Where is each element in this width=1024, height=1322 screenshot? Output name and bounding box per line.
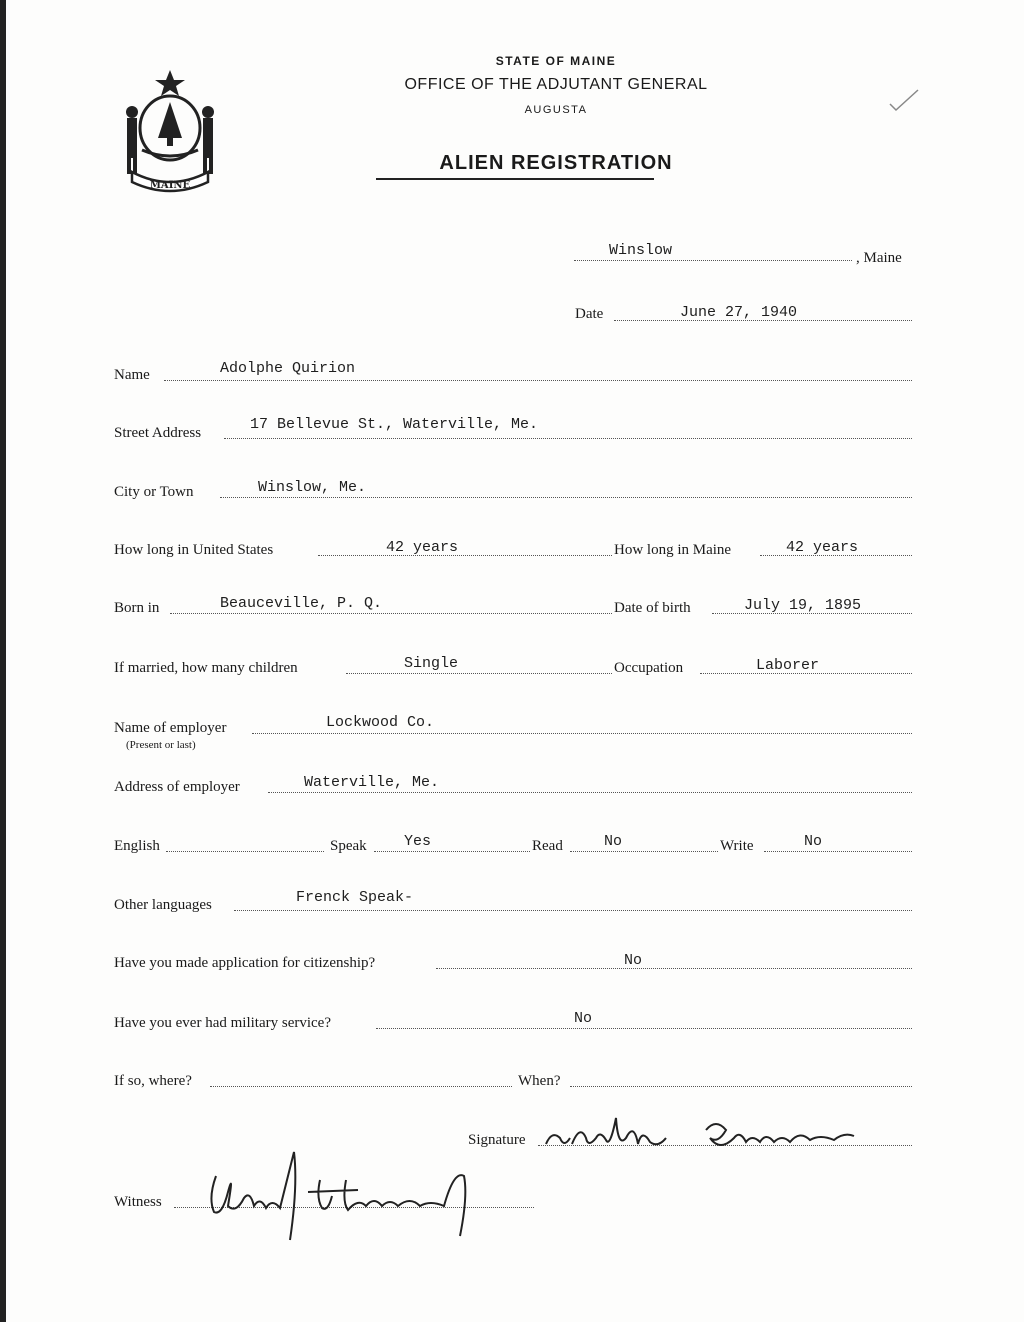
seal-banner-text: MAINE	[149, 180, 191, 191]
write-label: Write	[720, 838, 754, 854]
children-line	[346, 673, 612, 674]
employer-address-label: Address of employer	[114, 779, 240, 795]
header-state: STATE OF MAINE	[495, 54, 617, 68]
employer-address-line	[268, 792, 912, 793]
header-city: AUGUSTA	[524, 104, 588, 116]
checkmark-icon	[886, 86, 922, 116]
date-of-birth-value: July 19, 1895	[744, 597, 862, 614]
if-so-where-line	[210, 1086, 512, 1087]
how-long-us-line	[318, 555, 612, 556]
speak-label: Speak	[330, 838, 367, 854]
other-languages-line	[234, 910, 912, 911]
employer-sublabel: (Present or last)	[126, 739, 196, 751]
how-long-us-label: How long in United States	[114, 542, 274, 558]
military-label: Have you ever had military service?	[114, 1015, 331, 1031]
children-value: Single	[404, 655, 459, 672]
name-value: Adolphe Quirion	[220, 360, 356, 377]
how-long-us-value: 42 years	[386, 539, 459, 556]
citizenship-line	[436, 968, 912, 969]
employer-line	[252, 733, 912, 734]
city-or-town-line	[220, 497, 912, 498]
header-office: OFFICE OF THE ADJUTANT GENERAL	[404, 76, 708, 93]
how-long-maine-label: How long in Maine	[614, 542, 732, 558]
witness-signature-handwriting	[198, 1136, 488, 1246]
city-or-town-label: City or Town	[114, 484, 194, 500]
read-line	[570, 851, 718, 852]
name-label: Name	[114, 367, 150, 383]
town-line	[574, 260, 852, 261]
english-line	[166, 851, 324, 852]
title-underline	[376, 178, 654, 180]
form-title: ALIEN REGISTRATION	[439, 152, 673, 174]
military-value: No	[574, 1010, 593, 1027]
read-value: No	[604, 833, 623, 850]
street-address-label: Street Address	[114, 425, 202, 441]
witness-label: Witness	[114, 1194, 162, 1210]
when-label: When?	[518, 1073, 561, 1089]
date-value: June 27, 1940	[680, 304, 798, 321]
citizenship-label: Have you made application for citizenship?	[114, 955, 376, 971]
date-of-birth-label: Date of birth	[614, 600, 691, 616]
speak-value: Yes	[404, 833, 432, 850]
employer-value: Lockwood Co.	[326, 714, 435, 731]
military-line	[376, 1028, 912, 1029]
signature-label: Signature	[468, 1132, 526, 1148]
street-address-value: 17 Bellevue St., Waterville, Me.	[250, 416, 539, 433]
if-so-where-label: If so, where?	[114, 1073, 192, 1089]
other-languages-value: Frenck Speak-	[296, 889, 414, 906]
when-line	[570, 1086, 912, 1087]
street-address-line	[224, 438, 912, 439]
write-line	[764, 851, 912, 852]
signature-handwriting	[538, 1108, 868, 1158]
read-label: Read	[532, 838, 563, 854]
write-value: No	[804, 833, 823, 850]
how-long-maine-value: 42 years	[786, 539, 859, 556]
born-in-value: Beauceville, P. Q.	[220, 595, 383, 612]
children-label: If married, how many children	[114, 660, 298, 676]
date-label: Date	[575, 306, 604, 322]
other-languages-label: Other languages	[114, 897, 212, 913]
born-in-label: Born in	[114, 600, 160, 616]
citizenship-value: No	[624, 952, 643, 969]
occupation-label: Occupation	[614, 660, 684, 676]
employer-address-value: Waterville, Me.	[304, 774, 440, 791]
city-or-town-value: Winslow, Me.	[258, 479, 367, 496]
maine-suffix: , Maine	[856, 250, 902, 266]
english-label: English	[114, 838, 160, 854]
maine-state-seal-icon	[118, 66, 222, 194]
born-in-line	[170, 613, 612, 614]
employer-label: Name of employer	[114, 720, 227, 736]
name-line	[164, 380, 912, 381]
speak-line	[374, 851, 530, 852]
occupation-value: Laborer	[756, 657, 820, 674]
town-value: Winslow	[609, 242, 673, 259]
